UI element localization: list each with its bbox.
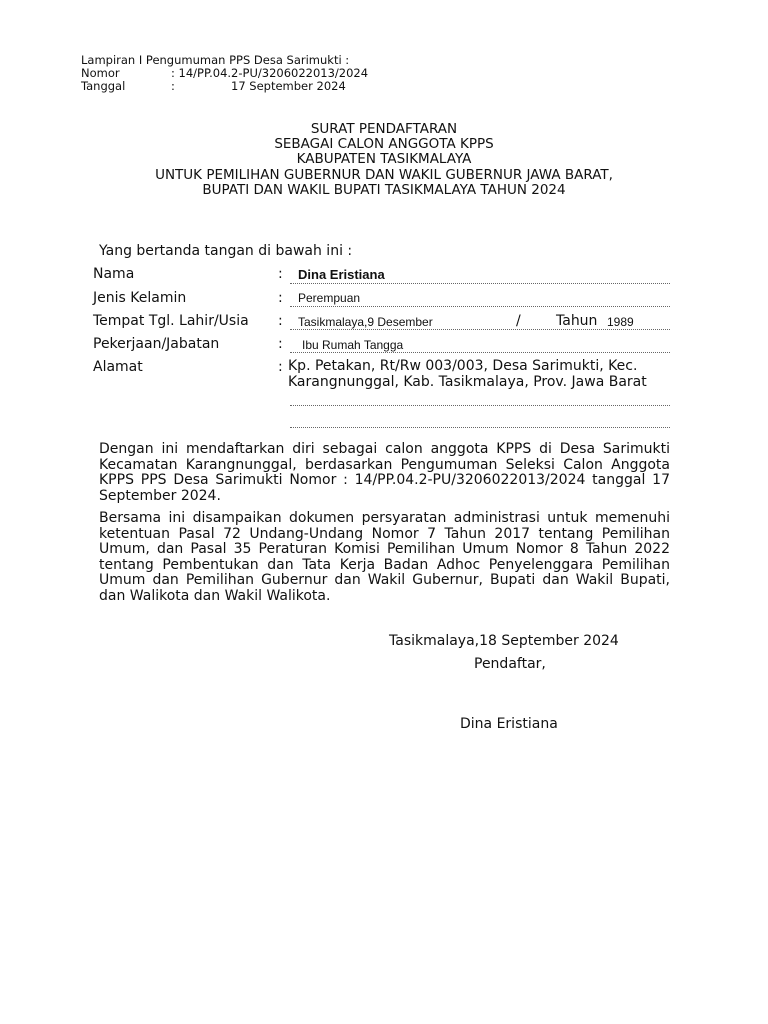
alamat-dotted-line-1 [290, 405, 670, 406]
tanggal-value: 17 September 2024 [231, 79, 346, 93]
nama-colon: : [278, 266, 283, 282]
tanggal-colon: : [171, 79, 175, 93]
ttl-dotted-line [290, 329, 670, 330]
ttl-colon: : [278, 313, 283, 329]
attachment-line: Lampiran I Pengumuman PPS Desa Sarimukti : [81, 53, 350, 67]
title-line-4: UNTUK PEMILIHAN GUBERNUR DAN WAKIL GUBERNUR JAWA BARAT, [155, 167, 613, 183]
signature-name: Dina Eristiana [460, 716, 558, 732]
title-line-2: SEBAGAI CALON ANGGOTA KPPS [274, 136, 494, 152]
title-line-1: SURAT PENDAFTARAN [310, 121, 458, 137]
nama-dotted-line [290, 283, 670, 284]
alamat-value: Kp. Petakan, Rt/Rw 003/003, Desa Sarimukti, Kec. Karangnunggal, Kab. Tasikmalaya, Prov. Jawa Barat [288, 358, 647, 390]
jenis-kelamin-label: Jenis Kelamin [93, 290, 187, 306]
ttl-tahun-label: Tahun [556, 313, 598, 329]
title-line-3: KABUPATEN TASIKMALAYA [296, 151, 472, 167]
body-paragraph-2: Bersama ini disampaikan dokumen persyaratan administrasi untuk memenuhi ketentuan Pasal 72 Undang-Undang Nomor 7 Tahun 2017 tentang Pemilihan Umum, dan Pasal 35 Peraturan Komisi Pemilihan Umum Nomor 8 Tahun 2022 tentang Pembentukan dan Tata Kerja Badan Adhoc Penyelenggara Pemilihan Umum dan Pemilihan Gubernur dan Wakil Gubernur, Bupati dan Wakil Bupati, dan Walikota dan Wakil Walikota. [99, 510, 670, 604]
jenis-kelamin-colon: : [278, 290, 283, 306]
title-line-5: BUPATI DAN WAKIL BUPATI TASIKMALAYA TAHUN 2024 [202, 182, 566, 198]
alamat-label: Alamat [93, 359, 143, 375]
tanggal-label: Tanggal [81, 79, 126, 93]
pekerjaan-dotted-line [290, 352, 670, 353]
nama-label: Nama [93, 266, 135, 282]
pekerjaan-label: Pekerjaan/Jabatan [93, 336, 220, 352]
ttl-label: Tempat Tgl. Lahir/Usia [93, 313, 249, 329]
signature-place-date: Tasikmalaya,18 September 2024 [389, 633, 619, 649]
pekerjaan-value: Ibu Rumah Tangga [302, 338, 404, 352]
nomor-label: Nomor [81, 66, 120, 80]
pekerjaan-colon: : [278, 336, 283, 352]
nomor-value: : 14/PP.04.2-PU/3206022013/2024 [171, 66, 369, 80]
jenis-kelamin-value: Perempuan [298, 291, 361, 305]
ttl-value: Tasikmalaya,9 Desember [298, 315, 433, 329]
intro-text: Yang bertanda tangan di bawah ini : [99, 243, 353, 259]
alamat-colon: : [278, 359, 283, 375]
nama-value: Dina Eristiana [298, 267, 385, 282]
signature-role: Pendaftar, [474, 656, 546, 672]
jenis-kelamin-dotted-line [290, 306, 670, 307]
alamat-dotted-line-2 [290, 427, 670, 428]
ttl-slash: / [516, 313, 521, 329]
body-paragraph-1: Dengan ini mendaftarkan diri sebagai calon anggota KPPS di Desa Sarimukti Kecamatan Karangnunggal, berdasarkan Pengumuman Seleksi Calon Anggota KPPS PPS Desa Sarimukti Nomor : 14/PP.04.2-PU/3206022013/2024 tanggal 17 September 2024. [99, 441, 670, 504]
ttl-tahun-value: 1989 [607, 315, 634, 329]
